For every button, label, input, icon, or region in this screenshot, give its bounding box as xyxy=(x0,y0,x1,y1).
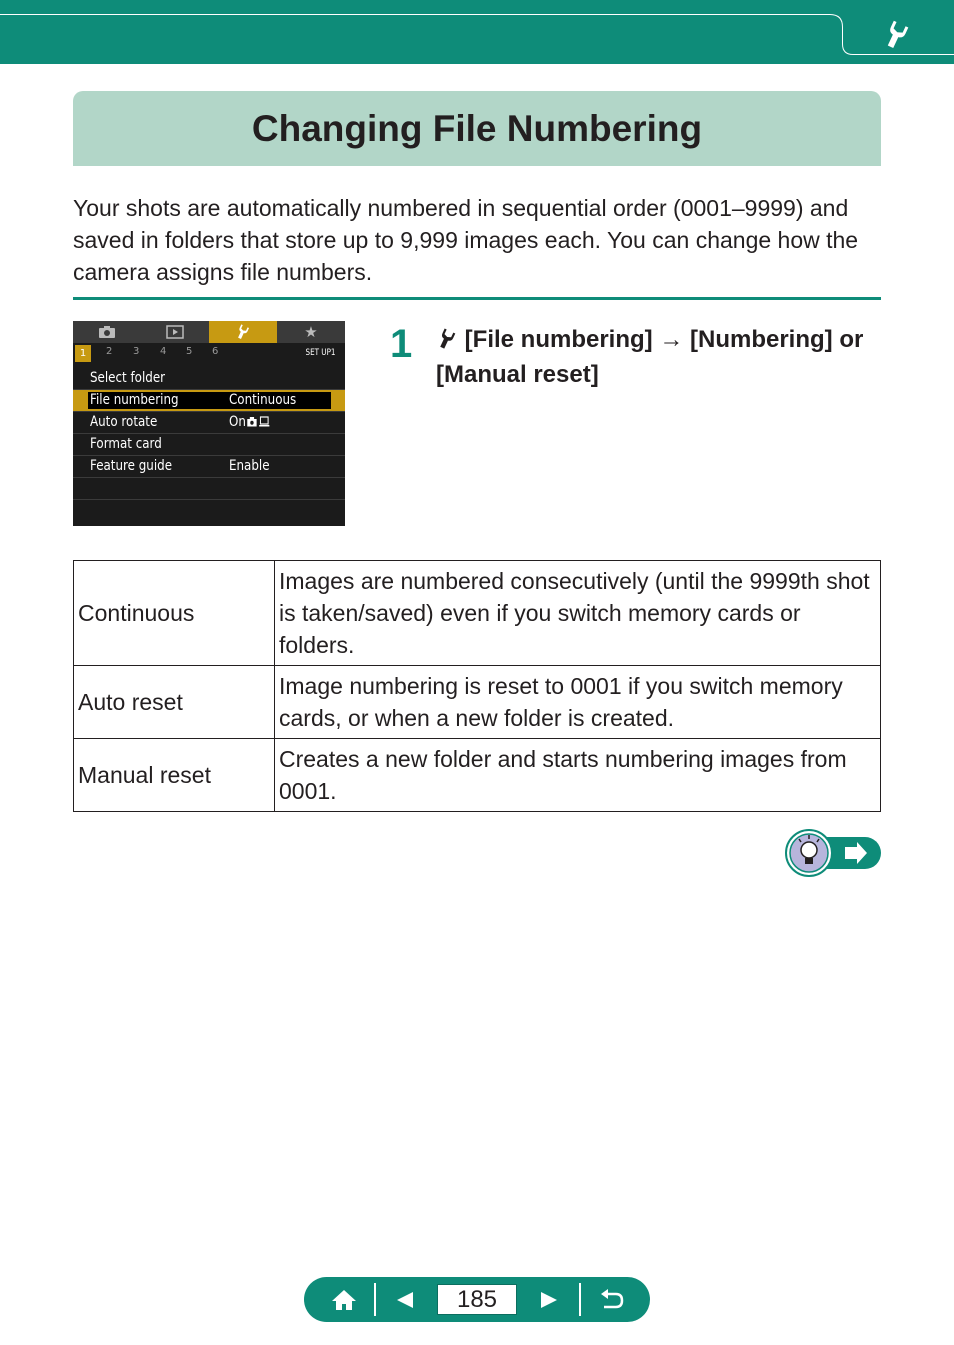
triangle-right-icon xyxy=(539,1290,559,1310)
return-arrow-icon xyxy=(599,1289,625,1311)
hint-link-button[interactable] xyxy=(785,829,881,877)
page-navigation xyxy=(304,1277,650,1322)
subtab-3: 3 xyxy=(133,346,140,357)
camera-icon xyxy=(73,321,141,343)
option-name: Auto reset xyxy=(74,666,275,739)
menu-item-auto-rotate xyxy=(73,412,345,434)
subtab-5: 5 xyxy=(186,346,193,357)
menu-item-label: Auto rotate xyxy=(90,414,158,430)
option-description: Images are numbered consecutively (until the 9999th shot is taken/saved) even if you switch memory cards or folders. xyxy=(275,561,881,666)
step-number: 1 xyxy=(390,322,413,366)
home-button[interactable] xyxy=(316,1277,372,1322)
home-icon xyxy=(330,1288,358,1312)
header-bar xyxy=(0,0,954,64)
menu-empty-row xyxy=(73,478,345,500)
menu-item-label: File numbering xyxy=(90,392,179,408)
table-row xyxy=(74,666,881,739)
menu-item-value xyxy=(229,412,270,433)
subtab-1: 1 xyxy=(75,345,91,362)
camera-icon xyxy=(247,416,257,427)
step-text: [File numbering] → [Numbering] or [Manual reset] xyxy=(436,326,864,388)
auto-rotate-value: On xyxy=(229,414,246,430)
menu-item-file-numbering xyxy=(73,390,345,412)
subtab-2: 2 xyxy=(106,346,113,357)
play-icon xyxy=(141,321,209,343)
menu-item-label: Feature guide xyxy=(90,458,173,474)
page-number: 185 xyxy=(437,1284,517,1315)
numbering-options-table xyxy=(73,560,881,812)
page-title: Changing File Numbering xyxy=(251,107,703,149)
wrench-icon xyxy=(209,321,277,343)
table-row xyxy=(74,739,881,812)
star-icon: ★ xyxy=(304,323,318,341)
camera-menu-screen xyxy=(73,321,345,526)
triangle-left-icon xyxy=(395,1290,415,1310)
divider xyxy=(73,297,881,300)
subtab-6: 6 xyxy=(212,346,219,357)
option-description: Creates a new folder and starts numbering images from 0001. xyxy=(275,739,881,812)
wrench-icon xyxy=(882,20,912,50)
option-name: Continuous xyxy=(74,561,275,666)
table-row xyxy=(74,561,881,666)
camera-menu-subtabs xyxy=(73,343,345,364)
next-page-button[interactable] xyxy=(522,1277,576,1322)
nav-divider xyxy=(374,1283,376,1316)
option-description: Image numbering is reset to 0001 if you switch memory cards, or when a new folder is created. xyxy=(275,666,881,739)
option-name: Manual reset xyxy=(74,739,275,812)
nav-divider xyxy=(579,1283,581,1316)
menu-item-select-folder xyxy=(73,368,345,390)
menu-item-label: Format card xyxy=(90,436,162,452)
menu-item-value: Enable xyxy=(229,458,270,474)
menu-item-format-card xyxy=(73,434,345,456)
menu-empty-row xyxy=(73,500,345,521)
subtab-4: 4 xyxy=(160,346,167,357)
menu-item-feature-guide xyxy=(73,456,345,478)
setup-label: SET UP1 xyxy=(305,348,335,358)
intro-text: Your shots are automatically numbered in sequential order (0001–9999) and saved in folders that store up to 9,999 images each. You can change how the camera assigns file numbers. xyxy=(73,195,859,285)
monitor-icon xyxy=(259,416,270,427)
menu-item-value: Continuous xyxy=(229,392,297,408)
previous-page-button[interactable] xyxy=(378,1277,432,1322)
menu-item-label: Select folder xyxy=(90,370,166,386)
page-title-box xyxy=(73,91,881,166)
back-button[interactable] xyxy=(584,1277,640,1322)
wrench-icon xyxy=(436,328,458,350)
step-instruction xyxy=(436,322,876,392)
camera-menu-tabs xyxy=(73,321,345,343)
